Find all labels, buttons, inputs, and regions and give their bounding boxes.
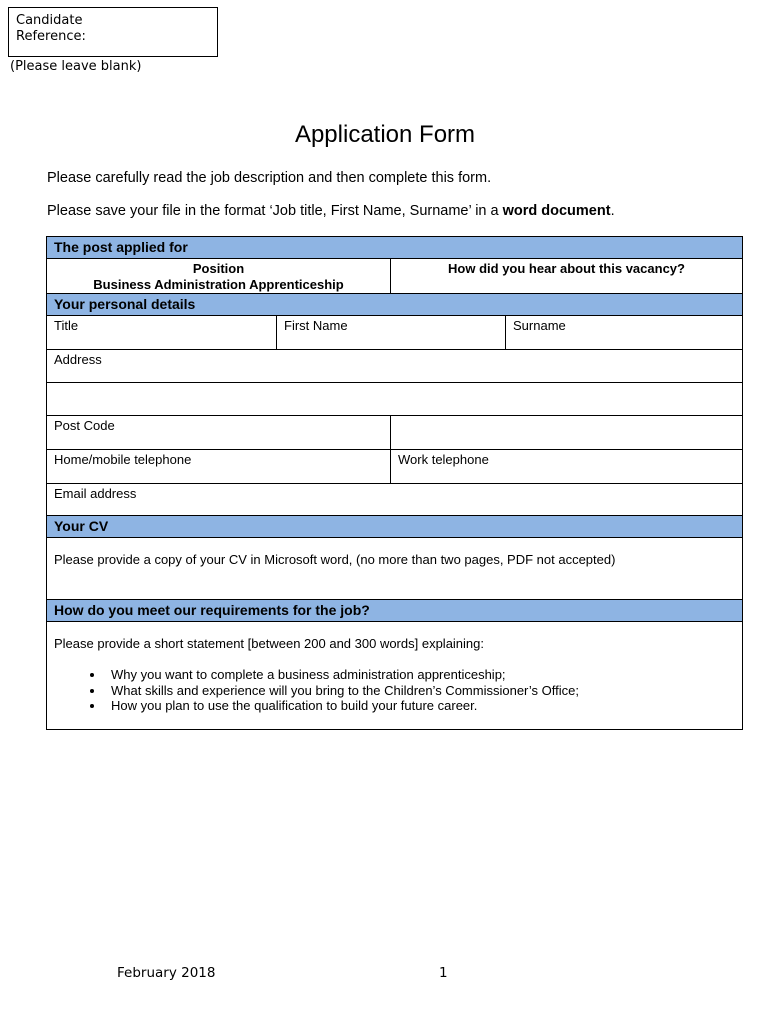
address-line-2-field[interactable] [47, 383, 742, 416]
position-label: Position [192, 261, 245, 276]
leave-blank-note: (Please leave blank) [10, 59, 142, 74]
footer-date: February 2018 [117, 965, 216, 981]
requirements-bullet: • Why you want to complete a business administration apprenticeship; [105, 667, 735, 683]
first-name-label: First Name [284, 318, 348, 333]
surname-field[interactable] [505, 316, 742, 349]
requirements-bullet: • How you plan to use the qualification to build your future career. [105, 698, 735, 714]
title-label: Title [54, 318, 79, 333]
requirements-body[interactable] [47, 622, 742, 729]
home-telephone-field[interactable] [47, 450, 390, 483]
reference-label: Reference: [16, 29, 86, 44]
personal-section-header: Your personal details [47, 294, 742, 316]
application-form-table [46, 236, 743, 730]
vacancy-source-label: How did you hear about this vacancy? [448, 261, 685, 276]
vacancy-source-field[interactable] [390, 259, 742, 293]
post-row [47, 259, 742, 294]
address-field[interactable] [47, 350, 742, 383]
work-telephone-label: Work telephone [398, 452, 489, 467]
surname-label: Surname [513, 318, 566, 333]
intro-line-1: Please carefully read the job description and then complete this form. [47, 170, 492, 186]
position-cell [47, 259, 390, 293]
email-label: Email address [54, 486, 137, 501]
intro-line-2 [47, 203, 615, 219]
cv-instructions: Please provide a copy of your CV in Microsoft word, (no more than two pages, PDF not accepted) [47, 538, 742, 600]
address-label: Address [54, 352, 102, 367]
telephone-row [47, 450, 742, 484]
page-number: 1 [439, 965, 448, 981]
intro-line-2-text: Please save your file in the format ‘Job title, First Name, Surname’ in a [47, 203, 503, 219]
cv-section-header: Your CV [47, 516, 742, 538]
requirements-list [54, 667, 735, 714]
postcode-label-cell [47, 416, 390, 449]
requirements-intro: Please provide a short statement [between 200 and 300 words] explaining: [54, 636, 484, 651]
requirements-bullet: • What skills and experience will you bring to the Children’s Commissioner’s Office; [105, 683, 735, 699]
intro-line-2-end: . [610, 203, 615, 219]
postcode-label: Post Code [54, 418, 115, 433]
post-section-header: The post applied for [47, 237, 742, 259]
candidate-reference-box [8, 7, 218, 57]
first-name-field[interactable] [276, 316, 505, 349]
home-telephone-label: Home/mobile telephone [54, 452, 192, 467]
position-value: Business Administration Apprenticeship [93, 277, 344, 292]
title-field[interactable] [47, 316, 276, 349]
name-row [47, 316, 742, 350]
page-title: Application Form [294, 121, 476, 148]
candidate-label: Candidate [16, 13, 83, 28]
postcode-field[interactable] [390, 416, 742, 449]
word-document-emphasis: word document [502, 203, 611, 219]
postcode-row [47, 416, 742, 450]
work-telephone-field[interactable] [390, 450, 742, 483]
email-field[interactable] [47, 484, 742, 516]
requirements-section-header: How do you meet our requirements for the job? [47, 600, 742, 622]
